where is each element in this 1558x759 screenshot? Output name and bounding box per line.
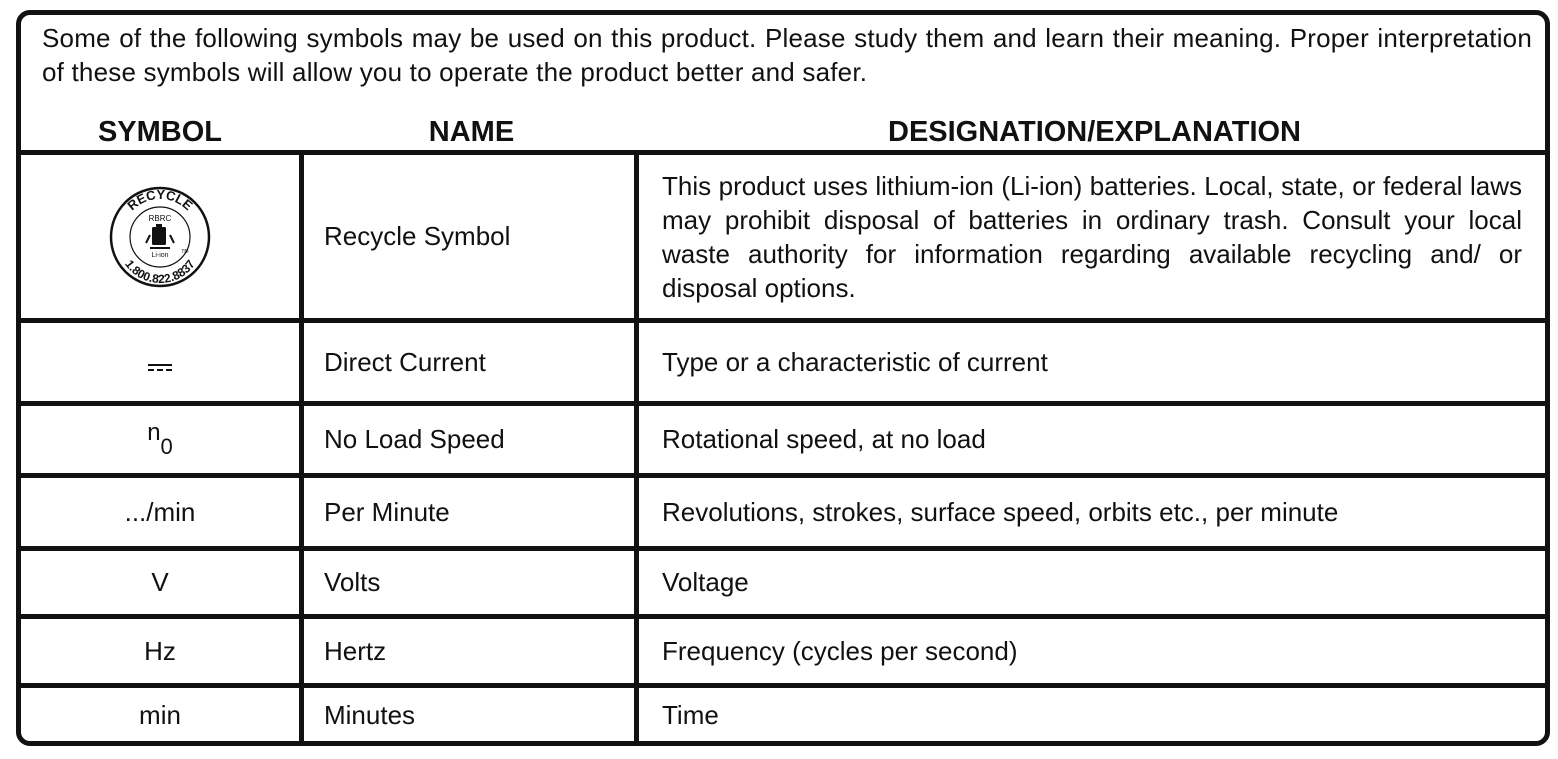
row-per-minute-name: Per Minute <box>324 496 450 527</box>
row-no-load-speed-description: Rotational speed, at no load <box>662 424 986 454</box>
row-direct-current-name: Direct Current <box>324 346 486 377</box>
row-hertz-description: Frequency (cycles per second) <box>662 635 1018 666</box>
intro-paragraph: Some of the following symbols may be used on this product. Please study them and learn their meaning. Proper interpretation of these symbols will allow you to operate the product better and safer. <box>42 23 1532 87</box>
row-per-minute-symbol: .../min <box>124 496 196 527</box>
row-volts-description: Voltage <box>662 567 749 597</box>
row-volts-symbol: V <box>151 567 169 597</box>
row-volts-name: Volts <box>324 567 381 597</box>
row-minutes-description: Time <box>662 699 719 730</box>
recycle-seal-icon <box>108 185 212 289</box>
row-no-load-speed-symbol <box>21 406 299 473</box>
svg-text:RECYCLE <box>124 186 196 212</box>
column-divider-2 <box>634 150 639 746</box>
row-recycle-name: Recycle Symbol <box>324 221 511 251</box>
header-name: NAME <box>428 116 515 148</box>
row-minutes-name: Minutes <box>324 699 416 730</box>
row-hertz-symbol: Hz <box>144 635 176 666</box>
seal-liion-text: Li-ion <box>151 251 169 259</box>
seal-phone-text: 1.800.822.8837 <box>122 256 198 286</box>
svg-text:1.800.822.8837 <box>122 256 198 285</box>
header-symbol: SYMBOL <box>97 116 223 148</box>
row-recycle-description: This product uses lithium-ion (Li-ion) batteries. Local, state, or federal laws may prohibit disposal of batteries in ordinary trash. Consult your local waste authority for information regarding available recycling and/ or disposal options. <box>662 170 1522 303</box>
no-load-symbol-main: n <box>147 419 161 446</box>
row-minutes-symbol: min <box>139 699 181 730</box>
column-divider-1 <box>299 150 304 746</box>
row-recycle-symbol <box>21 155 299 318</box>
row-per-minute-description: Revolutions, strokes, surface speed, orbits etc., per minute <box>662 496 1339 527</box>
row-direct-current-symbol <box>21 323 299 401</box>
direct-current-icon <box>148 364 172 371</box>
seal-rbrc-text: RBRC <box>148 213 172 223</box>
row-hertz-name: Hertz <box>324 635 387 666</box>
no-load-symbol-subscript: 0 <box>160 434 173 459</box>
seal-tm-text: TM <box>181 248 189 255</box>
row-no-load-speed-name: No Load Speed <box>324 424 505 454</box>
row-direct-current-description: Type or a characteristic of current <box>662 346 1048 377</box>
header-designation: DESIGNATION/EXPLANATION <box>888 116 1301 148</box>
symbols-table-frame <box>16 10 1550 746</box>
seal-top-text: RECYCLE <box>124 186 196 213</box>
